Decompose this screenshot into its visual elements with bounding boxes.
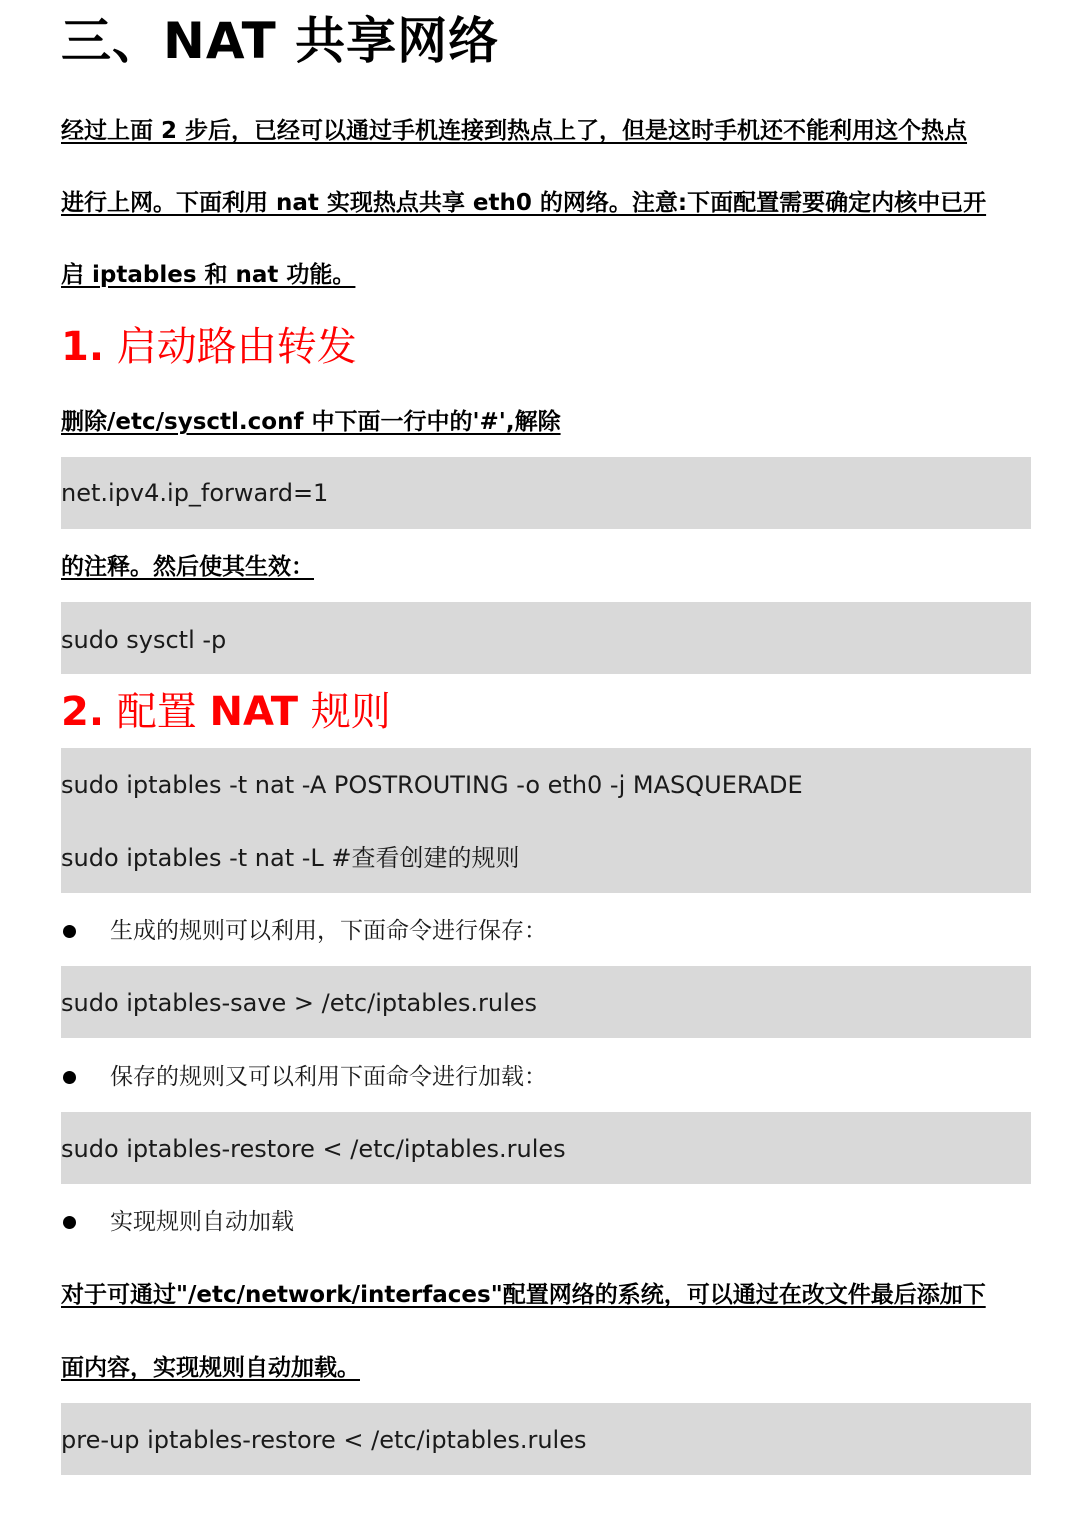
code-block-nat-rules — [61, 748, 1031, 893]
code-block-ip-forward — [61, 457, 1031, 529]
apply-instruction: 的注释。然后使其生效： — [61, 554, 314, 580]
sysctl-instruction: 删除/etc/sysctl.conf 中下面一行中的'#',解除 — [61, 409, 561, 435]
code-line: pre-up iptables-restore < /etc/iptables.rules — [61, 1426, 587, 1454]
code-line: sudo iptables -t nat -A POSTROUTING -o eth0 -j MASQUERADE — [61, 771, 803, 799]
intro-line-1: 经过上面 2 步后，已经可以通过手机连接到热点上了，但是这时手机还不能利用这个热点 — [61, 118, 968, 144]
section-1-title: 启动路由转发 — [116, 324, 357, 370]
page-title: 三、NAT 共享网络 — [61, 12, 500, 70]
code-block-iptables-save — [61, 966, 1031, 1038]
section-2-title-latin: NAT — [209, 689, 299, 735]
interfaces-note-line-2: 面内容，实现规则自动加载。 — [61, 1355, 360, 1381]
code-block-pre-up — [61, 1403, 1031, 1475]
code-line: sudo iptables-save > /etc/iptables.rules — [61, 989, 538, 1017]
bullet-icon — [63, 1071, 76, 1084]
code-block-iptables-restore — [61, 1112, 1031, 1184]
section-2-title-suffix: 规则 — [310, 689, 391, 735]
code-line: net.ipv4.ip_forward=1 — [61, 479, 329, 507]
section-2-number: 2. — [61, 689, 105, 735]
code-line: sudo iptables-restore < /etc/iptables.rules — [61, 1135, 566, 1163]
bullet-icon — [63, 925, 76, 938]
code-line: sudo sysctl -p — [61, 626, 227, 654]
bullet-icon — [63, 1216, 76, 1229]
section-2-heading — [61, 687, 391, 737]
code-block-sysctl — [61, 602, 1031, 674]
section-1-number: 1. — [61, 324, 105, 370]
intro-line-2: 进行上网。下面利用 nat 实现热点共享 eth0 的网络。注意:下面配置需要确定内核中已开 — [61, 190, 987, 216]
interfaces-note-line-1: 对于可通过"/etc/network/interfaces"配置网络的系统，可以通过在改文件最后添加下 — [61, 1282, 986, 1308]
section-1-heading — [61, 322, 357, 372]
section-2-title-prefix: 配置 — [116, 689, 197, 735]
code-line: sudo iptables -t nat -L #查看创建的规则 — [61, 844, 520, 872]
intro-line-3: 启 iptables 和 nat 功能。 — [61, 262, 356, 288]
